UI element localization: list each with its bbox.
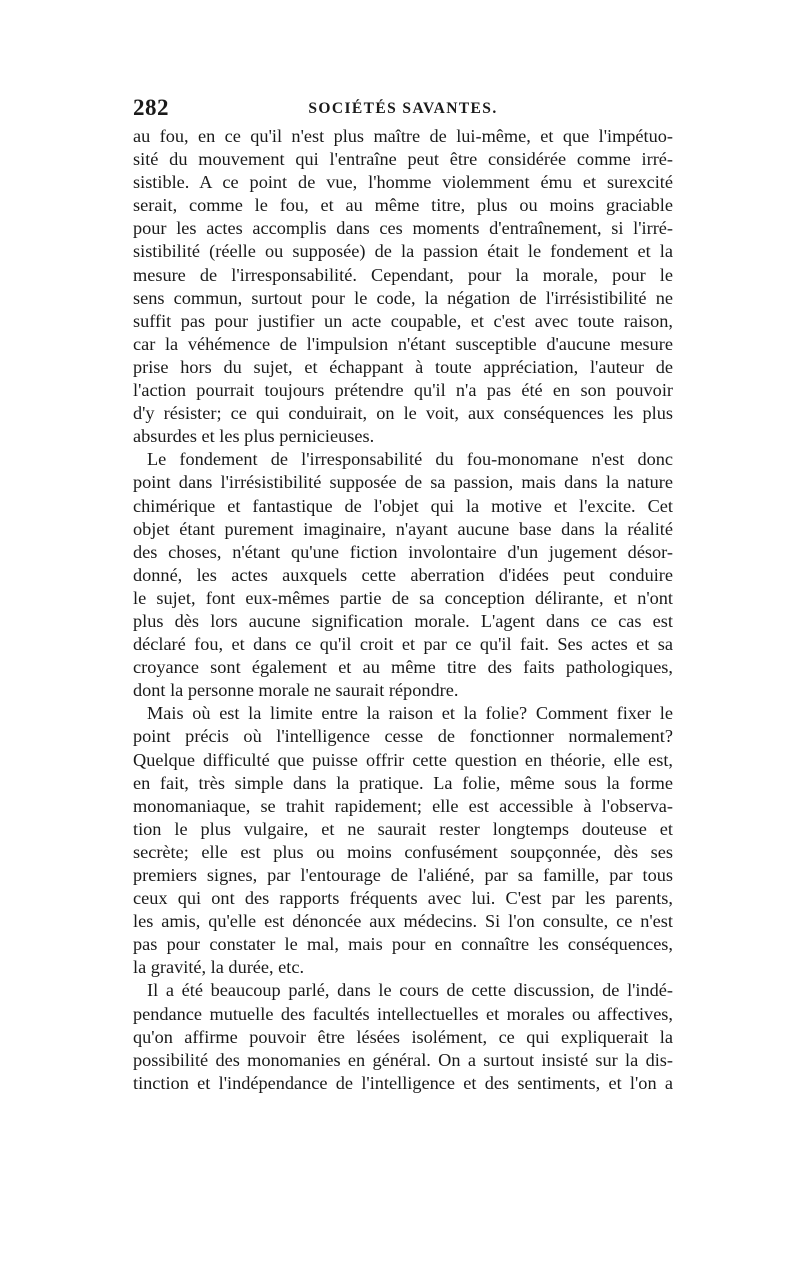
text-line: l'action pourrait toujours prétendre qu'il n'a pas été en son pouvoir <box>133 380 673 401</box>
text-line: objet étant purement imaginaire, n'ayant aucune base dans la réalité <box>133 518 673 539</box>
page-number: 282 <box>133 95 169 120</box>
text-line: qu'on affirme pouvoir être lésées isolément, ce qui expliquerait la <box>133 1026 673 1047</box>
text-line: Quelque difficulté que puisse offrir cette question en théorie, elle est, <box>133 749 673 770</box>
text-line: possibilité des monomanies en général. On a surtout insisté sur la dis- <box>133 1049 673 1070</box>
text-line: sistibilité (réelle ou supposée) de la passion était le fondement et la <box>133 241 673 262</box>
text-line: déclaré fou, et dans ce qu'il croit et par ce qu'il fait. Ses actes et sa <box>133 634 673 655</box>
text-line: le sujet, font eux-mêmes partie de sa conception délirante, et n'ont <box>133 587 673 608</box>
text-line: pour les actes accomplis dans ces moments d'entraînement, si l'irré- <box>133 218 673 239</box>
text-line: ceux qui ont des rapports fréquents avec lui. C'est par les parents, <box>133 888 673 909</box>
text-line: la gravité, la durée, etc. <box>133 957 305 978</box>
text-line: sistible. A ce point de vue, l'homme violemment ému et surexcité <box>133 172 673 193</box>
text-line: d'y résister; ce qui conduirait, on le voit, aux conséquences les plus <box>133 403 673 424</box>
text-line: suffit pas pour justifier un acte coupable, et c'est avec toute raison, <box>133 310 673 331</box>
text-line: secrète; elle est plus ou moins confusément soupçonnée, dès ses <box>133 841 673 862</box>
text-line: pas pour constater le mal, mais pour en connaître les conséquences, <box>133 934 673 955</box>
text-line: monomaniaque, se trahit rapidement; elle est accessible à l'observa- <box>133 795 673 816</box>
text-line: Le fondement de l'irresponsabilité du fou-monomane n'est donc <box>147 449 673 470</box>
text-line: car la véhémence de l'impulsion n'étant susceptible d'aucune mesure <box>133 333 673 354</box>
text-line: les amis, qu'elle est dénoncée aux médecins. Si l'on consulte, ce n'est <box>133 911 673 932</box>
text-line: tion le plus vulgaire, et ne saurait rester longtemps douteuse et <box>133 818 673 839</box>
text-line: Il a été beaucoup parlé, dans le cours de cette discussion, de l'indé- <box>147 980 673 1001</box>
text-line: prise hors du sujet, et échappant à toute appréciation, l'auteur de <box>133 356 673 377</box>
text-line: dont la personne morale ne saurait répondre. <box>133 680 459 701</box>
text-line: donné, les actes auxquels cette aberration d'idées peut conduire <box>133 564 673 585</box>
text-line: premiers signes, par l'entourage de l'aliéné, par sa famille, par tous <box>133 865 673 885</box>
text-line: croyance sont également et au même titre des faits pathologiques, <box>133 657 673 678</box>
text-line: Mais où est la limite entre la raison et la folie? Comment fixer le <box>147 703 673 724</box>
text-line: serait, comme le fou, et au même titre, plus ou moins graciable <box>133 195 673 216</box>
text-line: des choses, n'étant qu'une fiction involontaire d'un jugement désor- <box>133 541 673 562</box>
text-line: sité du mouvement qui l'entraîne peut être considérée comme irré- <box>133 149 673 170</box>
text-line: en fait, très simple dans la pratique. La folie, même sous la forme <box>133 772 673 793</box>
text-line: mesure de l'irresponsabilité. Cependant, pour la morale, pour le <box>133 264 673 285</box>
text-line: point précis où l'intelligence cesse de fonctionner normalement? <box>133 726 673 747</box>
text-line: point dans l'irrésistibilité supposée de sa passion, mais dans la nature <box>133 472 673 493</box>
text-line: sens commun, surtout pour le code, la négation de l'irrésistibilité ne <box>133 287 673 308</box>
text-line: pendance mutuelle des facultés intellectuelles et morales ou affectives, <box>133 1003 673 1024</box>
text-line: absurdes et les plus pernicieuses. <box>133 426 375 447</box>
text-line: au fou, en ce qu'il n'est plus maître de lui-même, et que l'impétuo- <box>133 126 673 146</box>
text-line: chimérique et fantastique de l'objet qui la motive et l'excite. Cet <box>133 495 673 516</box>
running-title: SOCIÉTÉS SAVANTES. <box>308 100 498 117</box>
page-header <box>133 95 673 123</box>
text-line: tinction et l'indépendance de l'intelligence et des sentiments, et l'on a <box>133 1072 673 1093</box>
body-text <box>133 125 673 1095</box>
text-line: plus dès lors aucune signification morale. L'agent dans ce cas est <box>133 610 673 631</box>
